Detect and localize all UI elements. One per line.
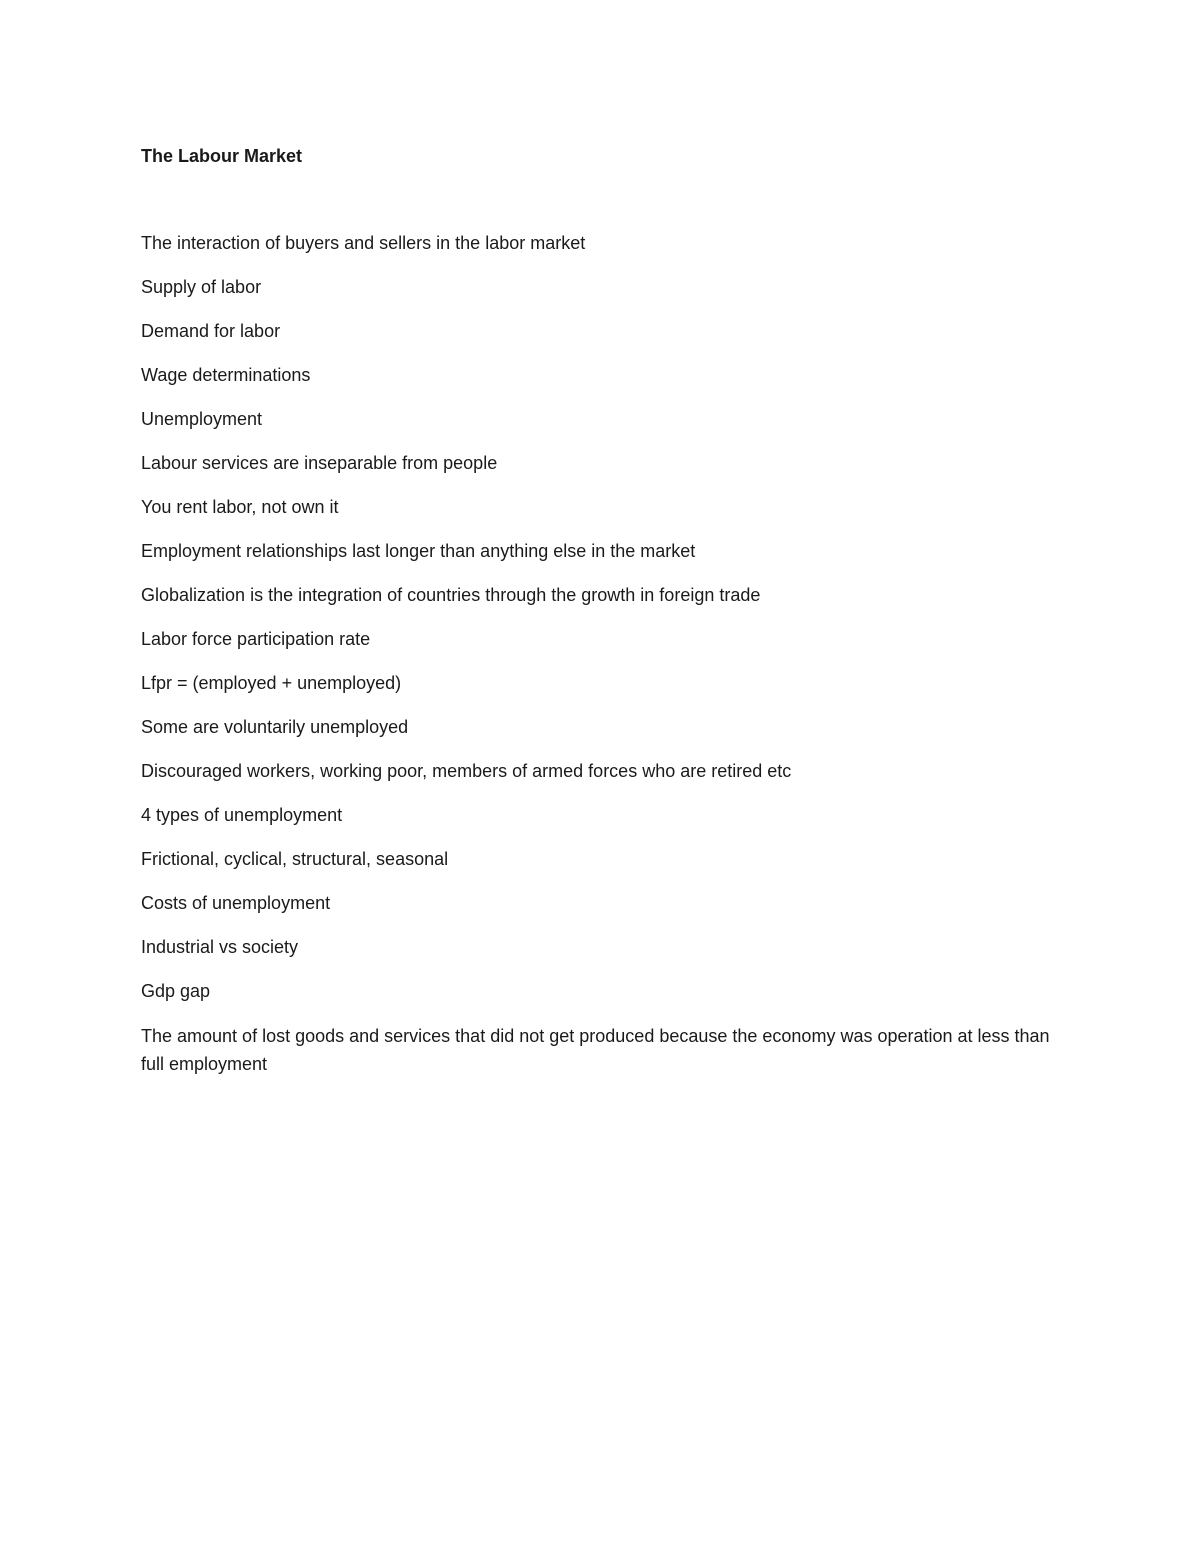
document-title: The Labour Market [141,146,303,166]
paragraph: Industrial vs society [141,937,299,957]
paragraph: Costs of unemployment [141,893,331,913]
paragraph: Globalization is the integration of countries through the growth in foreign trade [141,585,761,605]
paragraph: Labour services are inseparable from people [141,453,498,473]
paragraph: Discouraged workers, working poor, members of armed forces who are retired etc [141,761,792,781]
paragraph: You rent labor, not own it [141,497,339,517]
paragraph: The interaction of buyers and sellers in the labor market [141,233,586,253]
paragraph: Supply of labor [141,277,262,297]
paragraph: Frictional, cyclical, structural, seasonal [141,849,449,869]
document-body [141,143,1061,1096]
paragraph: 4 types of unemployment [141,805,343,825]
paragraph: The amount of lost goods and services that did not get produced because the economy was operation at less than full employment [141,1026,1050,1074]
paragraph: Gdp gap [141,981,211,1001]
paragraph: Lfpr = (employed + unemployed) [141,673,402,693]
paragraph: Employment relationships last longer than anything else in the market [141,541,696,561]
paragraph: Some are voluntarily unemployed [141,717,409,737]
paragraph: Demand for labor [141,321,281,341]
paragraph: Labor force participation rate [141,629,371,649]
paragraph: Wage determinations [141,365,311,385]
paragraph: Unemployment [141,409,263,429]
